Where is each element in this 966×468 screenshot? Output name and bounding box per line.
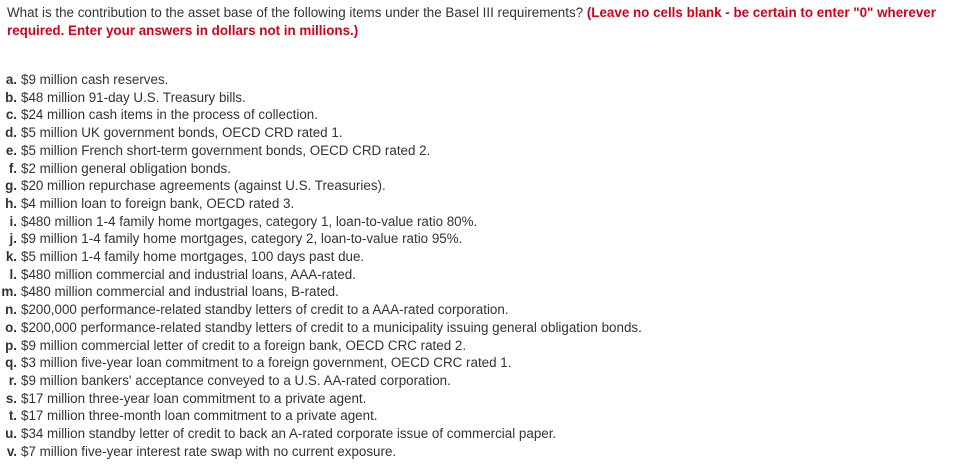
item-letter: p. <box>5 337 17 353</box>
list-item <box>0 106 642 124</box>
item-letter: j. <box>9 231 17 247</box>
list-item <box>0 443 642 461</box>
list-item <box>0 124 642 142</box>
item-letter: a. <box>5 72 17 87</box>
question-text: What is the contribution to the asset base of the following items under the Basel III requirements? <box>7 5 587 20</box>
item-text: $4 million loan to foreign bank, OECD rated 3. <box>21 195 295 211</box>
item-text: $9 million commercial letter of credit to a foreign bank, OECD CRC rated 2. <box>21 337 467 353</box>
item-text: $9 million cash reserves. <box>21 72 169 87</box>
item-letter: f. <box>8 160 17 176</box>
item-text: $34 million standby letter of credit to back an A-rated corporate issue of commercial paper. <box>21 426 557 442</box>
list-item <box>0 266 642 284</box>
item-letter: s. <box>5 390 17 406</box>
list-item <box>0 230 642 248</box>
item-text: $480 million commercial and industrial loans, B-rated. <box>21 284 339 300</box>
item-letter: t. <box>8 408 17 424</box>
item-letter: g. <box>5 178 17 194</box>
item-text: $20 million repurchase agreements (against U.S. Treasuries). <box>21 178 386 194</box>
item-text: $5 million 1-4 family home mortgages, 100 days past due. <box>21 249 365 265</box>
item-text: $7 million five-year interest rate swap with no current exposure. <box>21 443 397 459</box>
list-item <box>0 160 642 178</box>
item-letter: e. <box>5 142 17 158</box>
question-prompt <box>7 4 957 40</box>
item-text: $480 million 1-4 family home mortgages, category 1, loan-to-value ratio 80%. <box>21 213 478 229</box>
list-item <box>0 71 642 89</box>
item-list <box>0 71 642 460</box>
item-text: $48 million 91-day U.S. Treasury bills. <box>21 89 246 105</box>
list-item <box>0 248 642 266</box>
item-letter: c. <box>5 107 17 123</box>
item-text: $3 million five-year loan commitment to a foreign government, OECD CRC rated 1. <box>21 355 512 371</box>
item-text: $480 million commercial and industrial loans, AAA-rated. <box>21 266 356 282</box>
list-item <box>0 213 642 231</box>
item-letter: b. <box>5 89 17 105</box>
list-item <box>0 354 642 372</box>
item-text: $17 million three-month loan commitment to a private agent. <box>21 408 378 424</box>
list-item <box>0 319 642 337</box>
list-item <box>0 283 642 301</box>
list-item <box>0 425 642 443</box>
item-letter: d. <box>5 125 17 141</box>
list-item <box>0 177 642 195</box>
list-item <box>0 142 642 160</box>
item-text: $200,000 performance-related standby letters of credit to a AAA-rated corporation. <box>21 302 509 318</box>
list-item <box>0 337 642 355</box>
item-text: $9 million bankers' acceptance conveyed to a U.S. AA-rated corporation. <box>21 372 451 388</box>
item-text: $200,000 performance-related standby letters of credit to a municipality issuing general obligation bonds. <box>21 319 642 335</box>
item-letter: n. <box>5 302 17 318</box>
item-letter: r. <box>8 372 17 388</box>
item-letter: q. <box>5 355 17 371</box>
item-letter: k. <box>5 249 17 265</box>
list-item <box>0 89 642 107</box>
item-text: $2 million general obligation bonds. <box>21 160 231 176</box>
item-letter: h. <box>5 195 17 211</box>
item-text: $17 million three-year loan commitment to a private agent. <box>21 390 367 406</box>
item-letter: m. <box>1 284 17 300</box>
item-text: $5 million French short-term government bonds, OECD CRD rated 2. <box>21 142 431 158</box>
item-letter: v. <box>6 443 17 459</box>
item-letter: o. <box>5 319 17 335</box>
item-letter: u. <box>5 426 17 442</box>
item-text: $9 million 1-4 family home mortgages, category 2, loan-to-value ratio 95%. <box>21 231 463 247</box>
question-instructions: (Leave no cells blank - be certain to enter "0" wherever required. Enter your answers in dollars not in millions.) <box>7 5 936 38</box>
list-item <box>0 195 642 213</box>
list-item <box>0 407 642 425</box>
item-letter: l. <box>9 266 17 282</box>
list-item <box>0 390 642 408</box>
item-text: $5 million UK government bonds, OECD CRD rated 1. <box>21 125 343 141</box>
item-text: $24 million cash items in the process of collection. <box>21 107 318 123</box>
item-letter: i. <box>9 213 17 229</box>
list-item <box>0 301 642 319</box>
list-item <box>0 372 642 390</box>
